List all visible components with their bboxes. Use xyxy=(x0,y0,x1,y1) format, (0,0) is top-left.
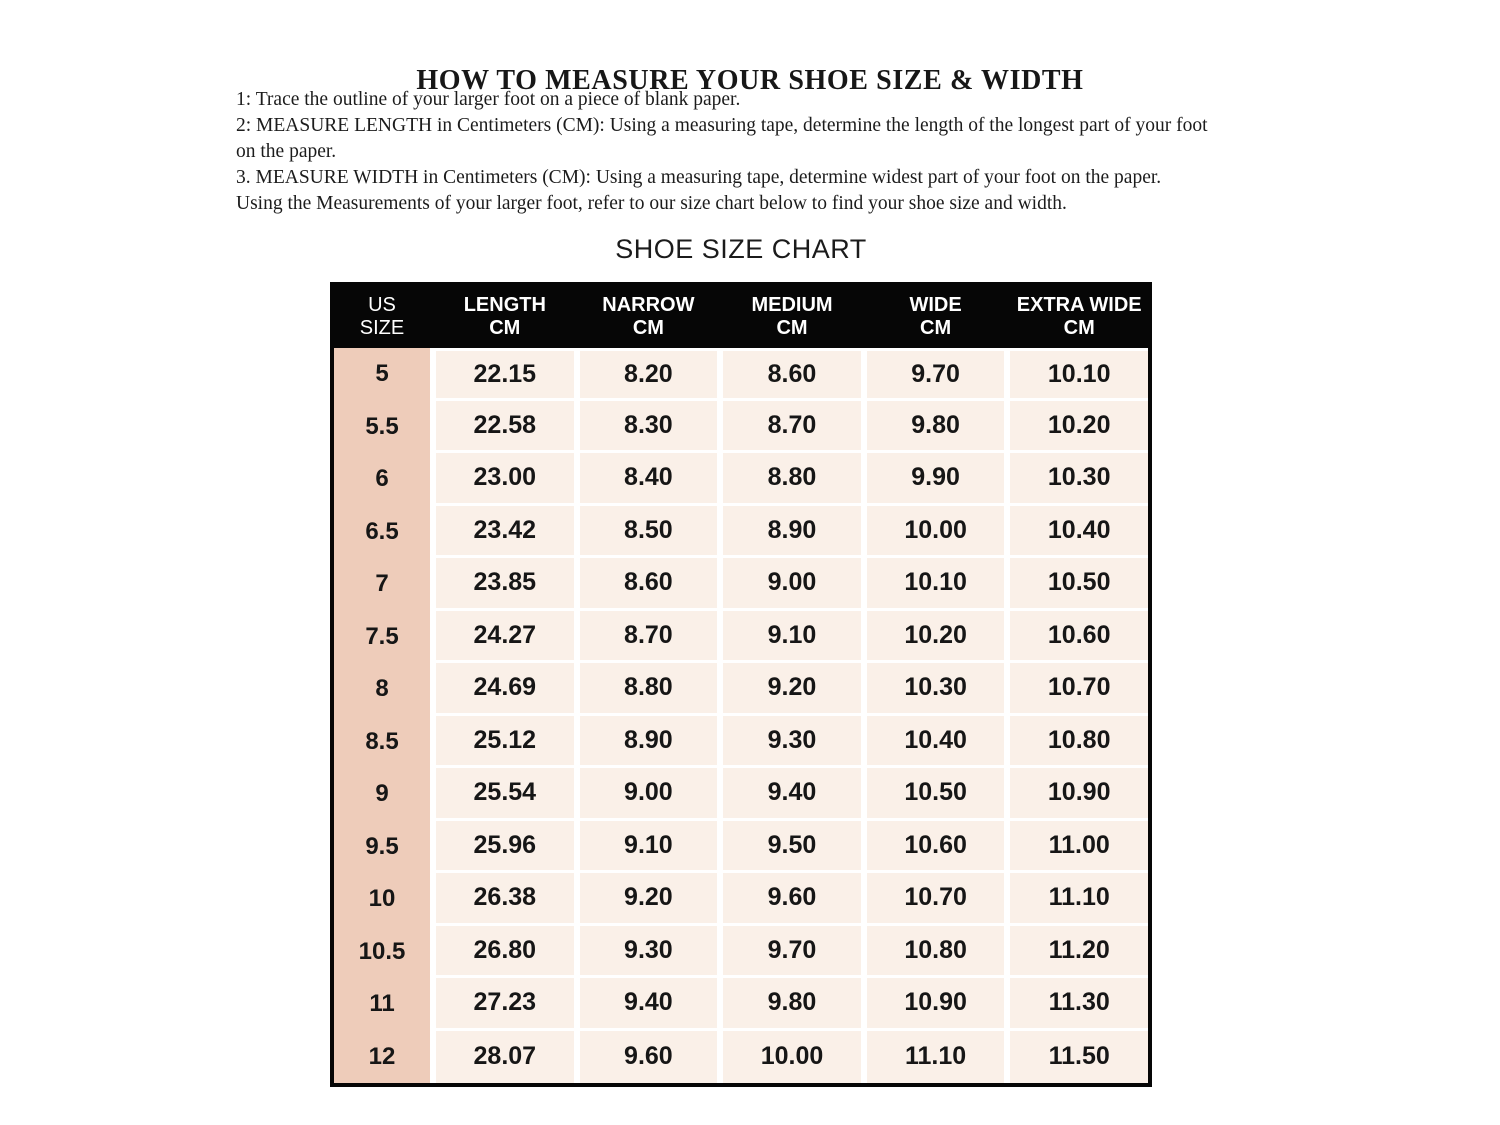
column-header-medium-cm: MEDIUM CM xyxy=(751,294,833,339)
measurement-cell: 10.10 xyxy=(1010,348,1148,401)
measurement-cell: 23.42 xyxy=(436,506,574,559)
measurement-cell: 8.90 xyxy=(723,506,861,559)
column-header-length-cm: LENGTH CM xyxy=(463,294,546,339)
measurement-cell: 11.10 xyxy=(867,1031,1005,1084)
us-size-cell: 5 xyxy=(334,348,430,401)
measurement-cell: 8.60 xyxy=(723,348,861,401)
measurement-cell: 10.70 xyxy=(1010,663,1148,716)
chart-title: SHOE SIZE CHART xyxy=(615,234,867,264)
measurement-cell: 9.90 xyxy=(867,453,1005,506)
measurement-cell: 8.70 xyxy=(723,401,861,454)
measurement-cell: 23.85 xyxy=(436,558,574,611)
measurement-cell: 23.00 xyxy=(436,453,574,506)
measurement-cell: 9.10 xyxy=(580,821,718,874)
measurement-cell: 9.80 xyxy=(723,978,861,1031)
measurement-cell: 24.27 xyxy=(436,611,574,664)
shoe-size-table xyxy=(330,282,1152,1087)
column-header-us-size: US SIZE xyxy=(359,294,405,339)
measurement-cell: 10.30 xyxy=(867,663,1005,716)
us-size-cell: 5.5 xyxy=(334,401,430,454)
measurement-cell: 27.23 xyxy=(436,978,574,1031)
measurement-cell: 8.90 xyxy=(580,716,718,769)
measurement-cell: 10.30 xyxy=(1010,453,1148,506)
measurement-cell: 25.54 xyxy=(436,768,574,821)
us-size-cell: 9 xyxy=(334,768,430,821)
measurement-cell: 26.38 xyxy=(436,873,574,926)
page-title: HOW TO MEASURE YOUR SHOE SIZE & WIDTH xyxy=(416,64,1084,96)
measurement-cell: 8.80 xyxy=(723,453,861,506)
measurement-cell: 8.70 xyxy=(580,611,718,664)
measurement-instructions xyxy=(236,87,1228,217)
measurement-cell: 11.30 xyxy=(1010,978,1148,1031)
measurement-cell: 9.20 xyxy=(580,873,718,926)
measurement-cell: 10.70 xyxy=(867,873,1005,926)
measurement-cell: 22.58 xyxy=(436,401,574,454)
us-size-cell: 12 xyxy=(334,1031,430,1084)
measurement-cell: 10.20 xyxy=(1010,401,1148,454)
measurement-cell: 24.69 xyxy=(436,663,574,716)
instruction-step-1: 1: Trace the outline of your larger foot on a piece of blank paper. xyxy=(236,89,741,110)
measurement-cell: 10.60 xyxy=(1010,611,1148,664)
measurement-cell: 26.80 xyxy=(436,926,574,979)
measurement-cell: 10.50 xyxy=(1010,558,1148,611)
measurement-cell: 8.50 xyxy=(580,506,718,559)
us-size-cell: 6.5 xyxy=(334,506,430,559)
measurement-cell: 9.00 xyxy=(580,768,718,821)
measurement-cell: 10.80 xyxy=(867,926,1005,979)
measurement-cell: 10.40 xyxy=(1010,506,1148,559)
measurement-cell: 8.20 xyxy=(580,348,718,401)
measurement-cell: 28.07 xyxy=(436,1031,574,1084)
measurement-cell: 10.60 xyxy=(867,821,1005,874)
measurement-cell: 10.90 xyxy=(1010,768,1148,821)
measurement-cell: 11.10 xyxy=(1010,873,1148,926)
measurement-cell: 11.00 xyxy=(1010,821,1148,874)
us-size-cell: 7.5 xyxy=(334,611,430,664)
us-size-cell: 6 xyxy=(334,453,430,506)
measurement-cell: 9.70 xyxy=(723,926,861,979)
instruction-step-3: 3. MEASURE WIDTH in Centimeters (CM): Using a measuring tape, determine widest part of your foot on the paper. xyxy=(236,167,1162,188)
measurement-cell: 25.12 xyxy=(436,716,574,769)
measurement-cell: 9.10 xyxy=(723,611,861,664)
measurement-cell: 9.80 xyxy=(867,401,1005,454)
measurement-cell: 10.90 xyxy=(867,978,1005,1031)
measurement-cell: 22.15 xyxy=(436,348,574,401)
measurement-cell: 11.50 xyxy=(1010,1031,1148,1084)
measurement-cell: 9.30 xyxy=(723,716,861,769)
measurement-cell: 9.40 xyxy=(723,768,861,821)
measurement-cell: 10.80 xyxy=(1010,716,1148,769)
table-body xyxy=(334,348,1148,1083)
instruction-summary: Using the Measurements of your larger foot, refer to our size chart below to find your shoe size and width. xyxy=(236,193,1067,214)
measurement-cell: 10.00 xyxy=(867,506,1005,559)
us-size-cell: 7 xyxy=(334,558,430,611)
measurement-cell: 10.00 xyxy=(723,1031,861,1084)
measurement-cell: 25.96 xyxy=(436,821,574,874)
measurement-cell: 10.10 xyxy=(867,558,1005,611)
column-header-narrow-cm: NARROW CM xyxy=(602,294,695,339)
measurement-cell: 8.30 xyxy=(580,401,718,454)
measurement-cell: 10.20 xyxy=(867,611,1005,664)
measurement-cell: 9.60 xyxy=(580,1031,718,1084)
measurement-cell: 9.00 xyxy=(723,558,861,611)
measurement-cell: 8.80 xyxy=(580,663,718,716)
us-size-cell: 9.5 xyxy=(334,821,430,874)
measurement-cell: 9.40 xyxy=(580,978,718,1031)
measurement-cell: 9.60 xyxy=(723,873,861,926)
table-header-row xyxy=(334,286,1148,348)
column-header-wide-cm: WIDE CM xyxy=(909,294,962,339)
measurement-cell: 9.20 xyxy=(723,663,861,716)
measurement-cell: 8.60 xyxy=(580,558,718,611)
measurement-cell: 9.70 xyxy=(867,348,1005,401)
measurement-cell: 10.40 xyxy=(867,716,1005,769)
measurement-cell: 10.50 xyxy=(867,768,1005,821)
measurement-cell: 9.30 xyxy=(580,926,718,979)
instruction-step-2: 2: MEASURE LENGTH in Centimeters (CM): Using a measuring tape, determine the length of the longest part of your foot on the paper. xyxy=(236,115,1208,162)
column-header-extra-wide-cm: EXTRA WIDE CM xyxy=(1016,294,1142,339)
measurement-cell: 11.20 xyxy=(1010,926,1148,979)
us-size-cell: 8.5 xyxy=(334,716,430,769)
measurement-cell: 8.40 xyxy=(580,453,718,506)
us-size-cell: 8 xyxy=(334,663,430,716)
measurement-cell: 9.50 xyxy=(723,821,861,874)
us-size-cell: 11 xyxy=(334,978,430,1031)
us-size-cell: 10.5 xyxy=(334,926,430,979)
us-size-cell: 10 xyxy=(334,873,430,926)
